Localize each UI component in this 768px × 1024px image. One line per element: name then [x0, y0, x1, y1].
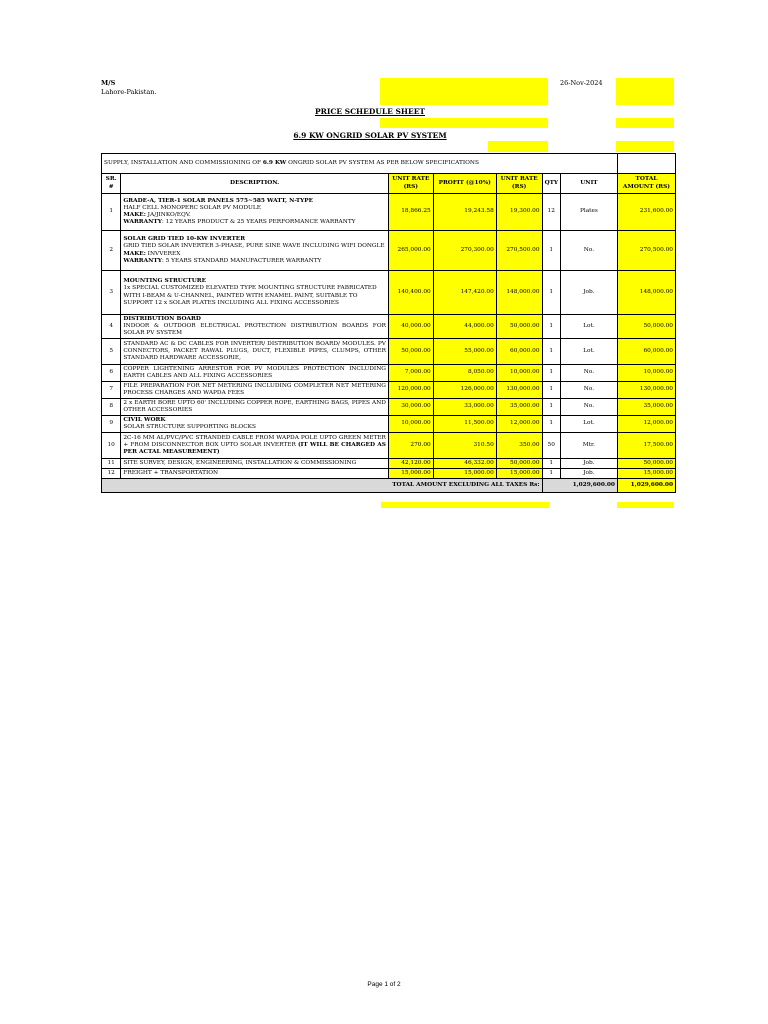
total-label: TOTAL AMOUNT EXCLUDING ALL TAXES Rs: [102, 479, 543, 493]
highlight-cell [380, 78, 548, 105]
table-row: 10 2C-16 MM AL/PVC/PVC STRANDED CABLE FROM WAPDA POLE UPTO GREEN METER + FROM DISCONNECTOR BOX UPTO SOLAR INVERTER (IT WILL BE CHARGED AS PER ACTAL MEASUREMENT) 270.00 310.50 350.00 50 Mtr. 17,500.00 [102, 433, 676, 459]
row-description: MOUNTING STRUCTURE 1x SPECIAL CUSTOMIZED ELEVATED TYPE MOUNTING STRUCTURE FABRICATED WITH I-BEAM & U-CHANNEL, PAINTED WITH ENAMEL PAINT, SUITABLE TO SUPPORT 12 x SOLAR PLATES INCLUDING ALL FIXING ACCESSORIES [121, 271, 389, 315]
row-description: GRADE-A, TIER-1 SOLAR PANELS 575~585 WATT, N-TYPE HALF CELL MONOPERC SOLAR PV MODULE MAKE: JA/JINKO/EQV. WARRANTY: 12 YEARS PRODUCT & 25 YEARS PERFORMANCE WARRANTY [121, 194, 389, 231]
address-text: Lahore-Pakistan. [101, 88, 157, 96]
intro-blank [617, 154, 675, 174]
row-description: COPPER LIGHTENING ARRESTOR FOR PV MODULES PROTECTION INCLUDING EARTH CABLES AND ALL FIXING ACCESSORIES [121, 365, 389, 382]
highlight-cell [380, 118, 548, 128]
highlight-cell [488, 141, 548, 152]
highlight-cell [617, 502, 674, 508]
row-description: DISTRIBUTION BOARD INDOOR & OUTDOOR ELECTRICAL PROTECTION DISTRIBUTION BOARDS FOR SOLAR PV SYSTEM [121, 315, 389, 339]
col-profit: PROFIT (@10%) [433, 174, 496, 194]
date-text: 26-Nov-2024 [560, 79, 603, 87]
page-title: PRICE SCHEDULE SHEET [314, 107, 426, 116]
row-description: 2C-16 MM AL/PVC/PVC STRANDED CABLE FROM WAPDA POLE UPTO GREEN METER + FROM DISCONNECTOR BOX UPTO SOLAR INVERTER (IT WILL BE CHARGED AS PER ACTAL MEASUREMENT) [121, 433, 389, 459]
row-description: STANDARD AC & DC CABLES FOR INVERTER/ DISTRIBUTION BOARD/ MODULES. PV CONNECTORS, PACKET RAWAL PLUGS, DUCT, FLEXIBLE PIPES, CLUMPS, OTHER STANDARD HARDWARE ACCESSORIE, [121, 339, 389, 365]
table-row: 11 SITE SURVEY, DESIGN, ENGINEERING, INSTALLATION & COMMISSIONING 42,120.00 46,332.00 50,000.00 1 Job. 50,000.00 [102, 459, 676, 469]
col-description: DESCRIPTION. [121, 174, 389, 194]
col-qty: QTY [542, 174, 560, 194]
row-description: 2 x EARTH BORE UPTO 60' INCLUDING COPPER ROPE, EARTHING BAGS, PIPES AND OTHER ACCESSORIES [121, 399, 389, 416]
table-row: 5 STANDARD AC & DC CABLES FOR INVERTER/ DISTRIBUTION BOARD/ MODULES. PV CONNECTORS, PACKET RAWAL PLUGS, DUCT, FLEXIBLE PIPES, CLUMPS, OTHER STANDARD HARDWARE ACCESSORIE, 50,000.00 55,000.00 60,000.00 1 Lot. 60,000.00 [102, 339, 676, 365]
header-row [102, 174, 676, 194]
row-description: FILE PREPARATION FOR NET METERING INCLUDING COMPLETER NET METERING PROCESS CHARGES AND WAPDA FEES [121, 382, 389, 399]
total-amount: 1,029,600.00 [542, 479, 617, 493]
ms-label: M/S [101, 79, 116, 87]
row-description: FREIGHT + TRANSPORTATION [121, 469, 389, 479]
table-row: 7 FILE PREPARATION FOR NET METERING INCLUDING COMPLETER NET METERING PROCESS CHARGES AND WAPDA FEES 120,000.00 126,000.00 130,000.00 1 No. 130,000.00 [102, 382, 676, 399]
table-row: 6 COPPER LIGHTENING ARRESTOR FOR PV MODULES PROTECTION INCLUDING EARTH CABLES AND ALL FIXING ACCESSORIES 7,000.00 8,050.00 10,000.00 1 No. 10,000.00 [102, 365, 676, 382]
highlight-cell [616, 78, 674, 105]
total-row [102, 479, 676, 493]
price-schedule-table [101, 153, 676, 493]
row-description: CIVIL WORK SOLAR STRUCTURE SUPPORTING BLOCKS [121, 416, 389, 433]
highlight-cell [616, 118, 674, 128]
col-unit-rate-final: UNIT RATE (RS) [496, 174, 542, 194]
page-subtitle: 6.9 KW ONGRID SOLAR PV SYSTEM [293, 131, 447, 140]
table-row: 12 FREIGHT + TRANSPORTATION 15,000.00 15,000.00 15,000.00 1 Job. 15,000.00 [102, 469, 676, 479]
col-unit-rate: UNIT RATE (RS) [388, 174, 433, 194]
intro-row [102, 154, 676, 174]
table-row: 1 GRADE-A, TIER-1 SOLAR PANELS 575~585 WATT, N-TYPE HALF CELL MONOPERC SOLAR PV MODULE MAKE: JA/JINKO/EQV. WARRANTY: 12 YEARS PRODUCT & 25 YEARS PERFORMANCE WARRANTY 18,866.25 19,243.58 19,300.00 12 Plates 231,600.00 [102, 194, 676, 231]
table-row: 4 DISTRIBUTION BOARD INDOOR & OUTDOOR ELECTRICAL PROTECTION DISTRIBUTION BOARDS FOR SOLAR PV SYSTEM 40,000.00 44,000.00 50,000.00 1 Lot. 50,000.00 [102, 315, 676, 339]
col-unit: UNIT [560, 174, 617, 194]
table-row: 8 2 x EARTH BORE UPTO 60' INCLUDING COPPER ROPE, EARTHING BAGS, PIPES AND OTHER ACCESSORIES 30,000.00 33,000.00 35,000.00 1 No. 35,000.00 [102, 399, 676, 416]
table-row: 2 SOLAR GRID TIED 10-KW INVERTER GRID TIED SOLAR INVERTER 3-PHASE, PURE SINE WAVE INCLUDING WIFI DONGLE MAKE: INVVEREX WARRANTY: 5 YEARS STANDARD MANUFACTURER WARRANTY 265,000.00 270,300.00 270,500.00 1 No. 270,500.00 [102, 231, 676, 271]
total-amount-final: 1,029,600.00 [617, 479, 675, 493]
row-description: SOLAR GRID TIED 10-KW INVERTER GRID TIED SOLAR INVERTER 3-PHASE, PURE SINE WAVE INCLUDING WIFI DONGLE MAKE: INVVEREX WARRANTY: 5 YEARS STANDARD MANUFACTURER WARRANTY [121, 231, 389, 271]
highlight-cell [616, 141, 674, 152]
intro-text: SUPPLY, INSTALLATION AND COMMISSIONING OF 6.9 KW ONGRID SOLAR PV SYSTEM AS PER BELOW SPECIFICATIONS [102, 154, 618, 174]
highlight-cell [381, 502, 549, 508]
col-total-amount: TOTAL AMOUNT (RS) [617, 174, 675, 194]
table-row: 9 CIVIL WORK SOLAR STRUCTURE SUPPORTING BLOCKS 10,000.00 11,500.00 12,000.00 1 Lot. 12,000.00 [102, 416, 676, 433]
row-description: SITE SURVEY, DESIGN, ENGINEERING, INSTALLATION & COMMISSIONING [121, 459, 389, 469]
col-sr: SR. # [102, 174, 121, 194]
page-number: Page 1 of 2 [367, 981, 401, 988]
table-row: 3 MOUNTING STRUCTURE 1x SPECIAL CUSTOMIZED ELEVATED TYPE MOUNTING STRUCTURE FABRICATED WITH I-BEAM & U-CHANNEL, PAINTED WITH ENAMEL PAINT, SUITABLE TO SUPPORT 12 x SOLAR PLATES INCLUDING ALL FIXING ACCESSORIES 140,400.00 147,420.00 148,000.00 1 Job. 148,000.00 [102, 271, 676, 315]
